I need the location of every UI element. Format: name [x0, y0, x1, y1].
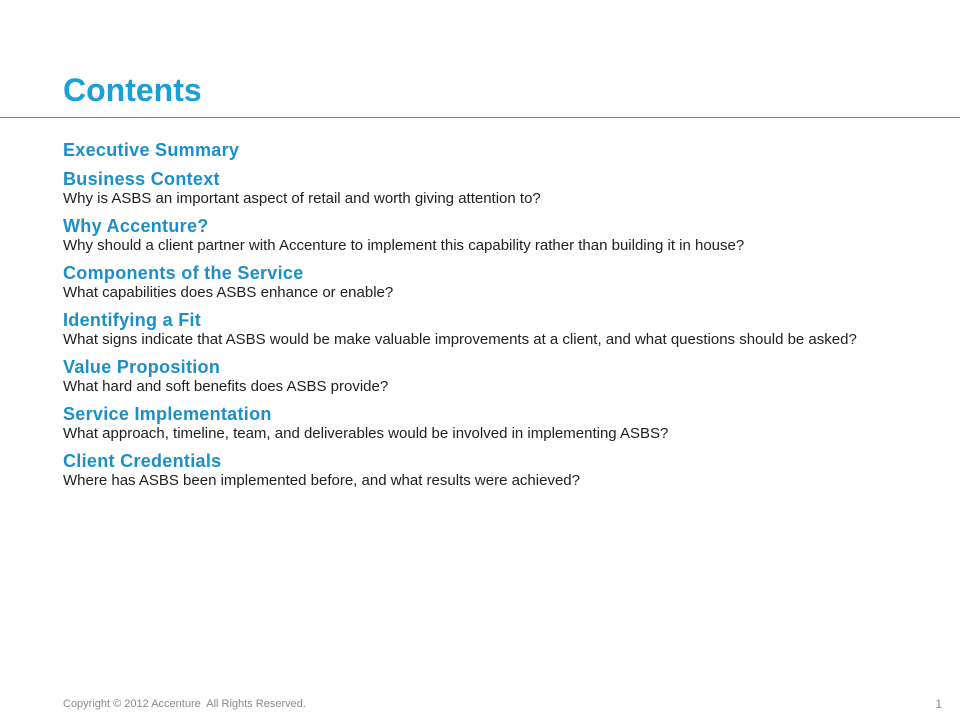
section-heading: Business Context — [63, 169, 220, 189]
section-service-implementation — [63, 403, 923, 443]
section-description: What approach, timeline, team, and deliverables would be involved in implementing ASBS? — [63, 425, 669, 442]
section-description: Why should a client partner with Accenture to implement this capability rather than building it in house? — [63, 237, 745, 254]
section-heading: Client Credentials — [63, 451, 222, 471]
section-components-of-the-service — [63, 262, 923, 302]
section-heading: Service Implementation — [63, 404, 272, 424]
contents-list — [63, 139, 923, 497]
page-number: 1 — [935, 697, 942, 711]
footer-copyright: Copyright © 2012 Accenture All Rights Reserved. — [63, 698, 306, 710]
slide-title: Contents — [63, 72, 202, 108]
section-heading: Why Accenture? — [63, 216, 209, 236]
section-description: Where has ASBS been implemented before, and what results were achieved? — [63, 472, 580, 489]
section-description: What capabilities does ASBS enhance or enable? — [63, 284, 394, 301]
section-executive-summary — [63, 139, 923, 161]
section-value-proposition — [63, 356, 923, 396]
section-client-credentials — [63, 450, 923, 490]
section-why-accenture — [63, 215, 923, 255]
section-heading: Components of the Service — [63, 263, 304, 283]
section-description: What hard and soft benefits does ASBS provide? — [63, 378, 389, 395]
section-heading: Executive Summary — [63, 140, 240, 160]
section-heading: Value Proposition — [63, 357, 221, 377]
title-divider — [0, 117, 960, 118]
section-description: Why is ASBS an important aspect of retail and worth giving attention to? — [63, 190, 541, 207]
section-business-context — [63, 168, 923, 208]
section-heading: Identifying a Fit — [63, 310, 202, 330]
section-description: What signs indicate that ASBS would be make valuable improvements at a client, and what questions should be asked? — [63, 331, 857, 348]
section-identifying-a-fit — [63, 309, 923, 349]
